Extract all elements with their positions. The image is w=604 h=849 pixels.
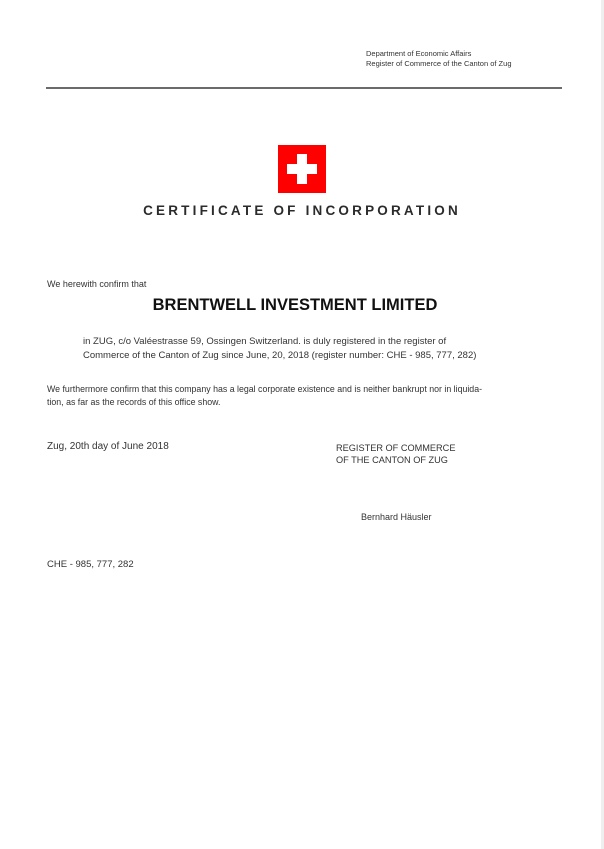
header-divider bbox=[46, 87, 562, 89]
flag-cross-horizontal bbox=[287, 164, 317, 174]
registration-line-1: in ZUG, c/o Valéestrasse 59, Ossingen Switzerland. is duly registered in the register of bbox=[83, 336, 447, 347]
existence-line-1: We furthermore confirm that this company has a legal corporate existence and is neither bankrupt nor in liquida- bbox=[47, 384, 483, 394]
issuing-register bbox=[336, 442, 455, 466]
existence-statement bbox=[47, 383, 482, 409]
register-line-2: OF THE CANTON OF ZUG bbox=[336, 455, 448, 465]
register-number: CHE - 985, 777, 282 bbox=[47, 559, 134, 570]
department-line-1: Department of Economic Affairs bbox=[366, 49, 472, 58]
registration-statement bbox=[83, 335, 476, 363]
company-name: BRENTWELL INVESTMENT LIMITED bbox=[152, 296, 438, 314]
certificate-title: CERTIFICATE OF INCORPORATION bbox=[143, 203, 461, 218]
swiss-flag-icon bbox=[278, 145, 326, 193]
place-and-date: Zug, 20th day of June 2018 bbox=[47, 441, 169, 452]
registration-line-2: Commerce of the Canton of Zug since June, 20, 2018 (register number: CHE - 985, 777, 282) bbox=[83, 350, 477, 361]
signer-name: Bernhard Häusler bbox=[361, 512, 432, 522]
register-line-1: REGISTER OF COMMERCE bbox=[336, 443, 456, 453]
department-header bbox=[366, 49, 512, 69]
existence-line-2: tion, as far as the records of this office show. bbox=[47, 397, 221, 407]
department-line-2: Register of Commerce of the Canton of Zug bbox=[366, 59, 512, 68]
confirm-text: We herewith confirm that bbox=[47, 279, 147, 289]
